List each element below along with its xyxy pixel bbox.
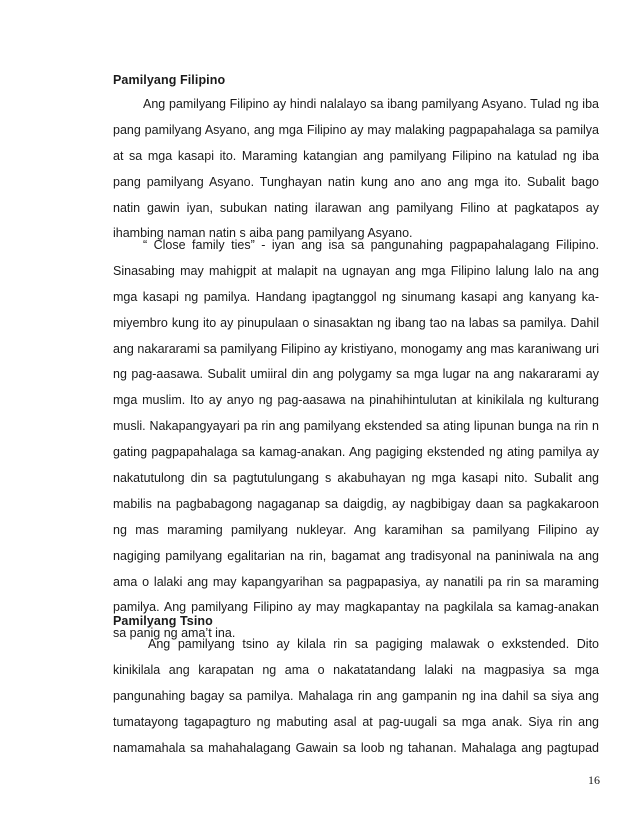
text-line: pamilya. Ang pamilyang Filipino ay may magkapantay na pagkilala sa kamag-anakan [113,600,599,615]
text-line: namamahala sa mahahalagang Gawain sa loob ng tahanan. Mahalaga ang pagtupad [113,740,599,755]
text-line: musli. Nakapangyayari pa rin ang pamilyang ekstended sa ating lipunan bunga na rin n [113,419,599,434]
text-line: pang pamilyang Asyano, ang mga Filipino ay may malaking pagpapahalaga sa pamilya [113,122,599,137]
text-line: ng pag-aasawa. Subalit umiiral din ang polygamy sa mga lugar na ang nakararami ay [113,367,599,382]
paragraph-close-family-ties [113,233,599,647]
text-line: Ang pamilyang tsino ay kilala rin sa pagiging malawak o exkstended. Dito [148,637,599,651]
text-line: mga muslim. Ito ay anyo ng pag-aasawa na pinahihintulutan at kinikilala ng kulturang [113,393,599,408]
text-line: ama o lalaki ang may kapangyarihan sa pagpapasiya, ay nanatili pa rin sa maraming [113,574,599,589]
text-line: ihambing naman natin s aiba pang pamilyang Asyano. [113,226,413,241]
text-line: kinikilala ang karapatan ng ama o nakatatandang lalaki na magpasiya sa mga [113,662,599,677]
section-heading-pamilyang-filipino: Pamilyang Filipino [113,73,226,87]
text-line: ng mas maraming pamilyang nukleyar. Ang karamihan sa pamilyang Filipino ay [113,522,599,537]
section-heading-pamilyang-tsino: Pamilyang Tsino [113,614,213,628]
text-line: mga kasapi ng pamilya. Handang ipagtanggol ng sinumang kasapi ang kanyang ka- [113,289,599,304]
page-number: 16 [588,773,600,787]
text-line: sa panig ng ama’t ina. [113,626,236,641]
paragraph-filipino-intro [113,92,599,247]
text-line: pangunahing bagay sa pamilya. Mahalaga rin ang gampanin ng ina dahil sa siya ang [113,688,599,703]
text-line: tumatayong tagapagturo ng mabuting asal at pag-uugali sa mga anak. Siya rin ang [113,714,599,729]
text-line: nagiging pamilyang egalitarian na rin, bagamat ang tradisyonal na paniniwala na ang [113,548,599,563]
text-line: gating pagpapahalaga sa kamag-anakan. Ang pagiging ekstended ng ating pamilya ay [113,445,599,460]
text-line: Ang pamilyang Filipino ay hindi nalalayo sa ibang pamilyang Asyano. Tulad ng iba [143,97,599,111]
text-line: at sa mga kasapi ito. Maraming katangian ang pamilyang Filipino na katulad ng iba [113,148,599,163]
text-line: pang pamilyang Asyano. Tunghayan natin kung ano ano ang mga ito. Subalit bago [113,174,599,189]
text-line: mabilis na pagbabagong nagaganap sa daigdig, ay nagbibigay daan sa pagkakaroon [113,496,599,511]
text-line: ang nakararami sa pamilyang Filipino ay kristiyano, monogamy ang mas karaniwang uri [113,341,599,356]
paragraph-tsino-intro [113,632,599,761]
text-line: Sinasabing may mahigpit at malapit na ugnayan ang mga Filipino lalung lalo na ang [113,263,599,278]
text-line: miyembro kung ito ay pinupulaan o sinasaktan ng ibang tao na labas sa pamilya. Dahil [113,315,599,330]
text-line: nakatutulong din sa pagtutulungang s akabuhayan ng mga kasapi nito. Subalit ang [113,471,599,486]
text-line: natin gawin iyan, subukan nating ilarawan ang pamilyang Filino at pagkatapos ay [113,200,599,215]
text-line: “ Close family ties” - iyan ang isa sa pangunahing pagpapahalagang Filipino. [143,238,599,252]
